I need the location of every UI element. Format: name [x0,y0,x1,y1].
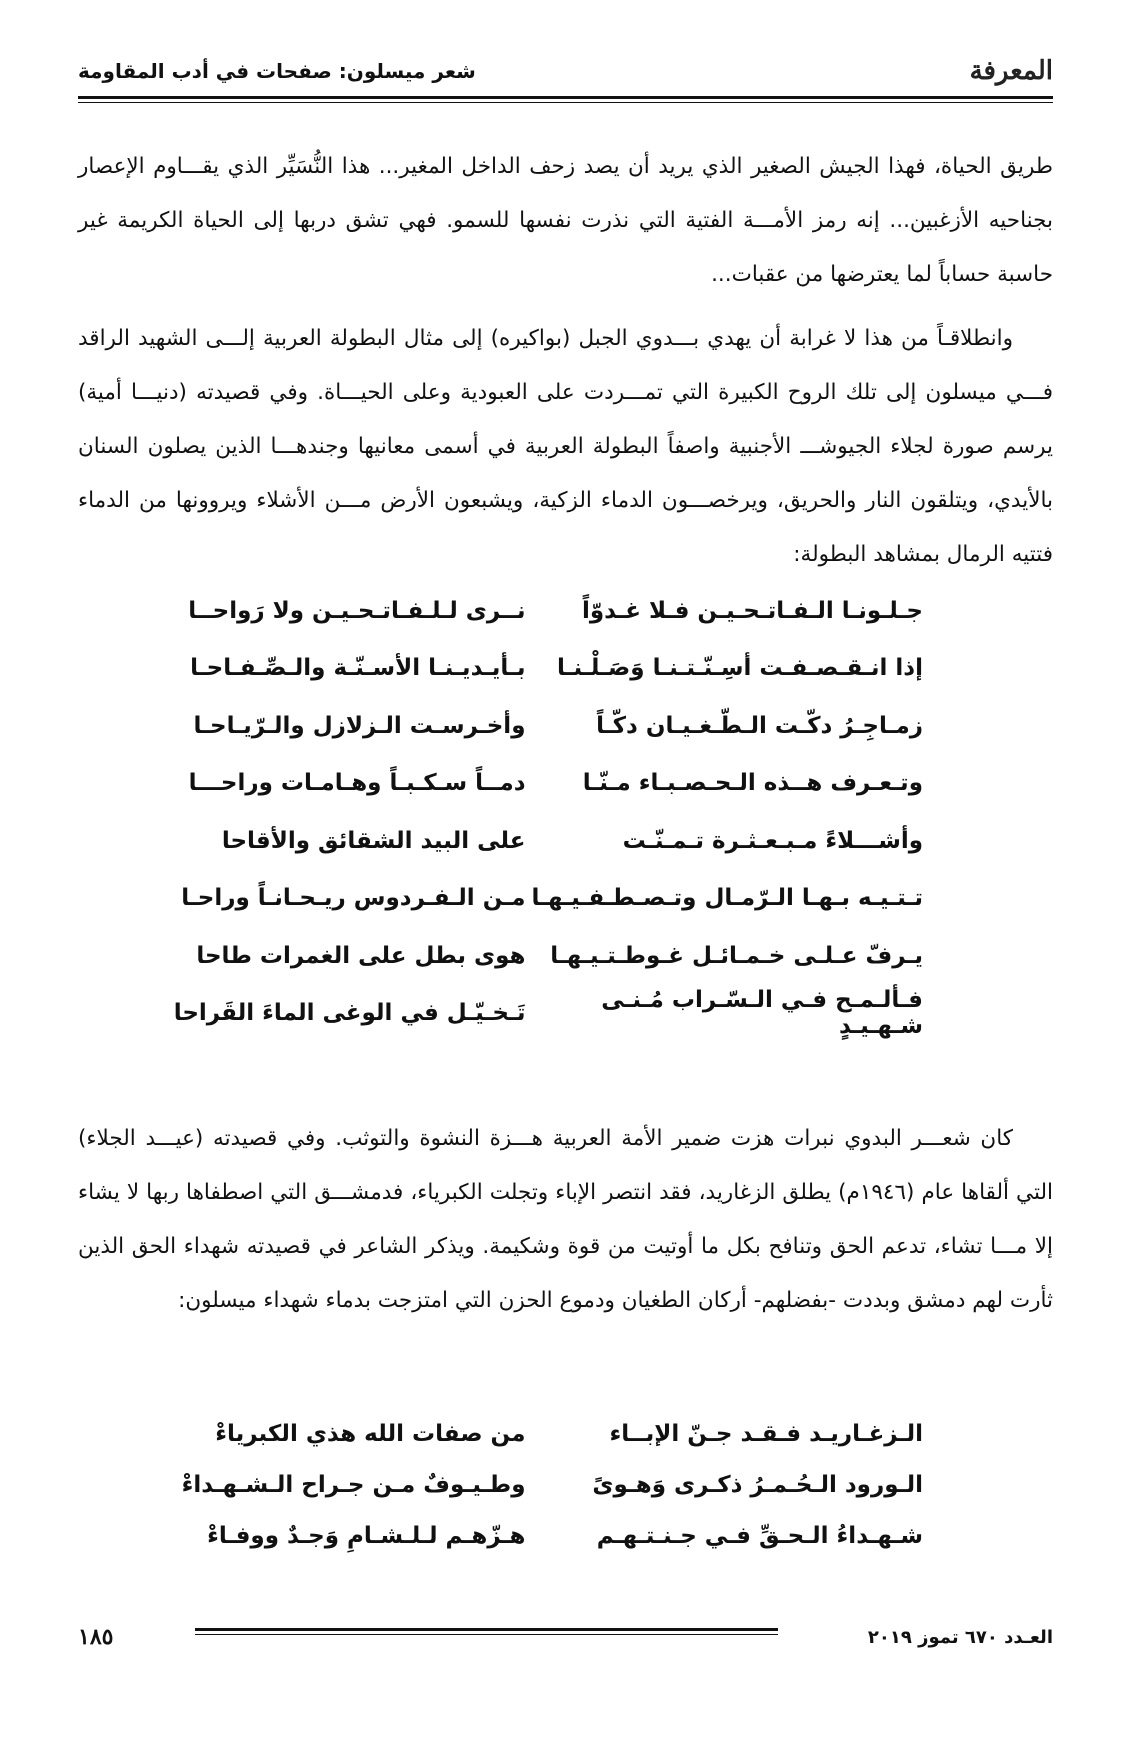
verse-second-hemistich: دمــاً سـكـبـاً وهـامـات وراحـــا [188,770,526,797]
verse-second-hemistich: تَـخـيّـل في الوغى الماءَ القَراحا [173,1000,526,1027]
verse-second-hemistich: وطـيـوفٌ مـن جـراح الـشـهـداءْ [181,1471,526,1498]
verse-second-hemistich: وأخـرسـت الـزلازل والـرّيـاحـا [193,712,526,739]
journal-logo: المعرفة [969,56,1053,86]
verse [78,640,1053,698]
verse-first-hemistich: وتـعـرف هــذه الـحـصـبـاء مـنّـا [582,770,923,797]
verse-first-hemistich: الـورود الـحُـمـرُ ذكـرى وَهـوىً [592,1471,923,1498]
verse [78,582,1053,640]
verse-first-hemistich: إذا انـقـصـفـت أسِـنّـتـنـا وَصَـلْـنـا [557,655,923,682]
verse [78,870,1053,928]
verse-second-hemistich: هـزّهـم لـلـشـامِ وَجـدٌ ووفـاءْ [207,1522,526,1549]
verse-second-hemistich: من صفات الله هذي الكبرياءْ [215,1420,526,1447]
body-text [78,140,1053,582]
verse-first-hemistich: جـلـونـا الـفـاتـحـيـن فـلا غـدوّاً [581,597,923,624]
verse-first-hemistich: فـألـمـح فـي الـسّـراب مُـنـى شـهـيـدٍ [601,987,923,1040]
poem-2 [78,1408,1053,1561]
verse [78,985,1053,1043]
verse-first-hemistich: وأشـــلاءً مـبـعـثـرة تـمـنّـت [622,827,923,854]
running-title: شعر ميسلون: صفحات في أدب المقاومة [78,59,476,83]
poem-1 [78,582,1053,1042]
verse [78,927,1053,985]
verse [78,755,1053,813]
verse-first-hemistich: الـزغـاريـد فـقـد جـنّ الإبــاء [609,1420,923,1447]
page-footer [78,1622,1053,1652]
paragraph: طريق الحياة، فهذا الجيش الصغير الذي يريد أن يصد زحف الداخل المغير... هذا النُّسَيِّر الذي يقـــاوم الإعصار بجناحيه الأزغبين... إنه رمز الأمـــة الفتية التي نذرت نفسها للسمو. فهي تشق دربها إلى الحياة الكريمة غير حاسبة حساباً لما يعترضها من عقبات... [78,154,1053,287]
paragraph: وانطلاقـاً من هذا لا غرابة أن يهدي بـــدوي الجبل (بواكيره) إلى مثال البطولة العربية إلـــى الشهيد الراقد فـــي ميسلون إلى تلك الروح الكبيرة التي تمـــردت على العبودية وعلى الحيـــاة. وفي قصيدته (دنيـــا أمية) يرسم صورة لجلاء الجيوشـــ الأجنبية واصفاً البطولة العربية في أسمى معانيها وجندهـــا الذين يصلون السنان بالأيدي، ويتلقون النار والحريق، ويرخصـــون الدماء الزكية، ويشبعون الأرض مـــن الأشلاء ويروونها من الدماء فتتيه الرمال بمشاهد البطولة: [78,326,1053,567]
verse [78,1459,1053,1510]
verse-second-hemistich: بـأيـديـنـا الأسـنّـة والـصِّـفـاحـا [190,655,526,682]
verse-first-hemistich: زمـاجِـرُ دكّـت الـطّـغـيـان دكّـاً [596,712,923,739]
verse-first-hemistich: يـرفّ عـلـى خـمـائـل غـوطـتـيـهـا [550,942,923,969]
page-number: ١٨٥ [78,1624,114,1650]
page-header [78,50,1053,92]
verse-second-hemistich: هوى بطل على الغمرات طاحا [196,942,526,969]
issue-info: العـدد ٦٧٠ تموز ٢٠١٩ [867,1626,1053,1648]
verse-first-hemistich: شـهـداءُ الـحـقِّ فـي جـنـتـهـم [596,1522,923,1549]
verse [78,812,1053,870]
header-rule-thin [78,102,1053,103]
verse-second-hemistich: على البيد الشقائق والأقاحا [221,827,526,854]
body-text-2 [78,1112,1053,1328]
verse-second-hemistich: نــرى لـلـفـاتـحـيـن ولا رَواحــا [188,597,526,624]
verse-second-hemistich: مـن الـفـردوس ريـحـانـاً وراحـا [181,885,526,912]
verse-first-hemistich: تـتـيـه بـهـا الـرّمـال وتـصـطـفـيـهـا [531,885,923,912]
verse [78,1408,1053,1459]
paragraph: كان شعـــر البدوي نبرات هزت ضمير الأمة العربية هـــزة النشوة والتوثب. وفي قصيدته (عيـــد الجلاء) التي ألقاها عام (١٩٤٦م) يطلق الزغاريد، فقد انتصر الإباء وتجلت الكبرياء، فدمشـــق التي اصطفاها ربها لا يشاء إلا مـــا تشاء، تدعم الحق وتنافح بكل ما أوتيت من قوة وشكيمة. ويذكر الشاعر في قصيدته شهداء الحق الذين ثأرت لهم دمشق وبددت -بفضلهم- أركان الطغيان ودموع الحزن التي امتزجت بدماء شهداء ميسلون: [78,1126,1053,1313]
verse [78,697,1053,755]
header-rule [78,96,1053,99]
verse [78,1510,1053,1561]
